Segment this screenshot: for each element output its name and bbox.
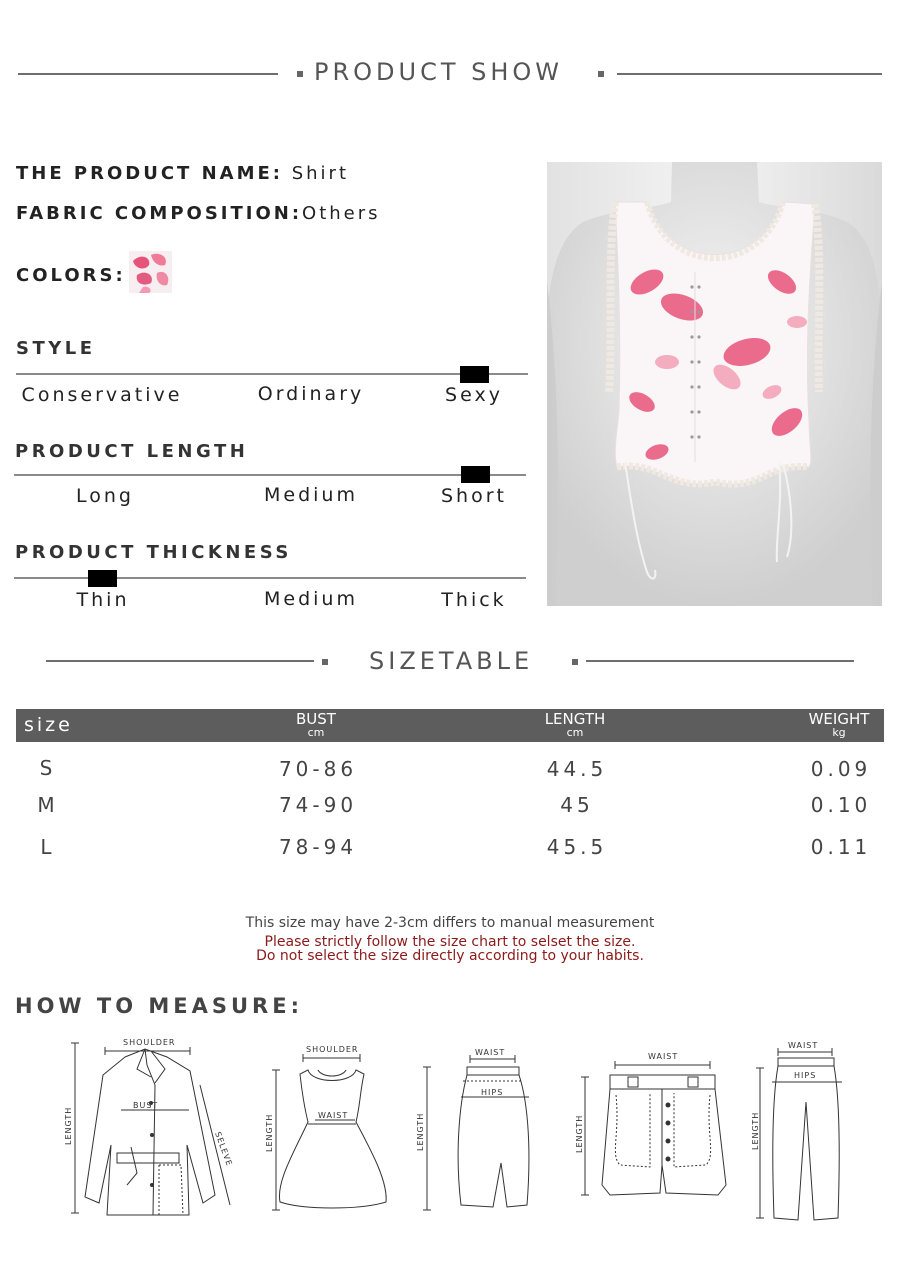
length-label: LENGTH	[265, 1113, 274, 1152]
size-warning: Do not select the size directly according to your habits.	[256, 948, 644, 964]
how-to-measure-title: HOW TO MEASURE:	[15, 994, 303, 1018]
style-scale-line	[16, 373, 528, 375]
table-cell-weight: 0.10	[810, 793, 872, 817]
table-cell-size: M	[37, 793, 59, 817]
table-cell-bust: 78-94	[278, 835, 358, 859]
product-name-row	[16, 163, 349, 184]
thickness-heading: PRODUCT THICKNESS	[15, 542, 292, 563]
product-name-value: Shirt	[291, 163, 350, 184]
style-option-sexy: Sexy	[445, 384, 503, 406]
divider-dot	[297, 71, 303, 77]
style-marker	[460, 366, 489, 383]
length-label: LENGTH	[64, 1106, 73, 1145]
table-cell-size: S	[39, 756, 57, 780]
colors-row	[16, 265, 126, 286]
table-cell-bust: 70-86	[278, 757, 358, 781]
sizetable-divider-right	[586, 660, 854, 662]
length-option-long: Long	[76, 485, 134, 507]
thickness-option-medium: Medium	[264, 588, 358, 610]
product-photo	[547, 162, 882, 606]
waist-label: WAIST	[788, 1041, 819, 1050]
style-option-ordinary: Ordinary	[257, 383, 365, 405]
length-scale-line	[14, 474, 526, 476]
length-option-medium: Medium	[264, 484, 358, 506]
table-cell-length: 45.5	[546, 835, 608, 859]
divider-dot	[572, 659, 578, 665]
weight-column-header: WEIGHT kg	[808, 710, 870, 739]
skirt-measure-diagram	[415, 1045, 540, 1215]
length-column-header: LENGTH cm	[544, 710, 606, 739]
shoulder-label: SHOULDER	[123, 1038, 176, 1047]
colors-label: COLORS:	[16, 265, 126, 286]
waist-label: WAIST	[318, 1111, 349, 1120]
fabric-value: Others	[302, 203, 381, 224]
length-label: LENGTH	[751, 1111, 760, 1150]
sleeve-label: SELEVE	[213, 1130, 234, 1168]
shorts-measure-diagram	[570, 1045, 745, 1210]
table-cell-weight: 0.09	[810, 757, 872, 781]
thickness-option-thick: Thick	[441, 589, 507, 611]
table-cell-weight: 0.11	[810, 835, 872, 859]
size-table-header	[16, 709, 884, 742]
divider-dot	[598, 71, 604, 77]
shoulder-label: SHOULDER	[306, 1045, 359, 1054]
divider-dot	[322, 659, 328, 665]
size-note: This size may have 2-3cm differs to manual measurement	[245, 915, 655, 931]
product-show-title: PRODUCT SHOW	[314, 58, 564, 86]
table-cell-size: L	[40, 835, 56, 859]
fabric-label: FABRIC COMPOSITION:	[16, 203, 303, 224]
length-label: LENGTH	[416, 1112, 425, 1151]
length-label: LENGTH	[575, 1114, 584, 1153]
size-warning: Please strictly follow the size chart to selset the size.	[264, 934, 636, 950]
bust-column-header: BUST cm	[296, 710, 336, 739]
waist-label: WAIST	[475, 1048, 506, 1057]
product-name-label: THE PRODUCT NAME:	[16, 163, 283, 184]
dress-measure-diagram	[260, 1042, 395, 1217]
size-column-header: size	[24, 714, 73, 736]
hips-label: HIPS	[794, 1071, 817, 1080]
sizetable-divider-left	[46, 660, 314, 662]
hips-label: HIPS	[481, 1088, 504, 1097]
fabric-row	[16, 203, 381, 224]
divider-right	[617, 73, 882, 75]
style-heading: STYLE	[16, 338, 96, 359]
table-cell-length: 45	[560, 793, 594, 817]
bust-label: BUST	[133, 1101, 159, 1110]
color-swatch[interactable]	[129, 251, 172, 293]
style-option-conservative: Conservative	[21, 384, 183, 406]
table-cell-bust: 74-90	[278, 793, 358, 817]
length-marker	[461, 466, 490, 483]
thickness-marker	[88, 570, 117, 587]
sizetable-title: SIZETABLE	[369, 647, 534, 675]
length-option-short: Short	[441, 485, 507, 507]
pants-measure-diagram	[750, 1040, 860, 1225]
waist-label: WAIST	[648, 1052, 679, 1061]
thickness-option-thin: Thin	[76, 589, 130, 611]
divider-left	[18, 73, 278, 75]
table-cell-length: 44.5	[546, 757, 608, 781]
jacket-measure-diagram	[55, 1035, 240, 1220]
length-heading: PRODUCT LENGTH	[15, 441, 249, 462]
